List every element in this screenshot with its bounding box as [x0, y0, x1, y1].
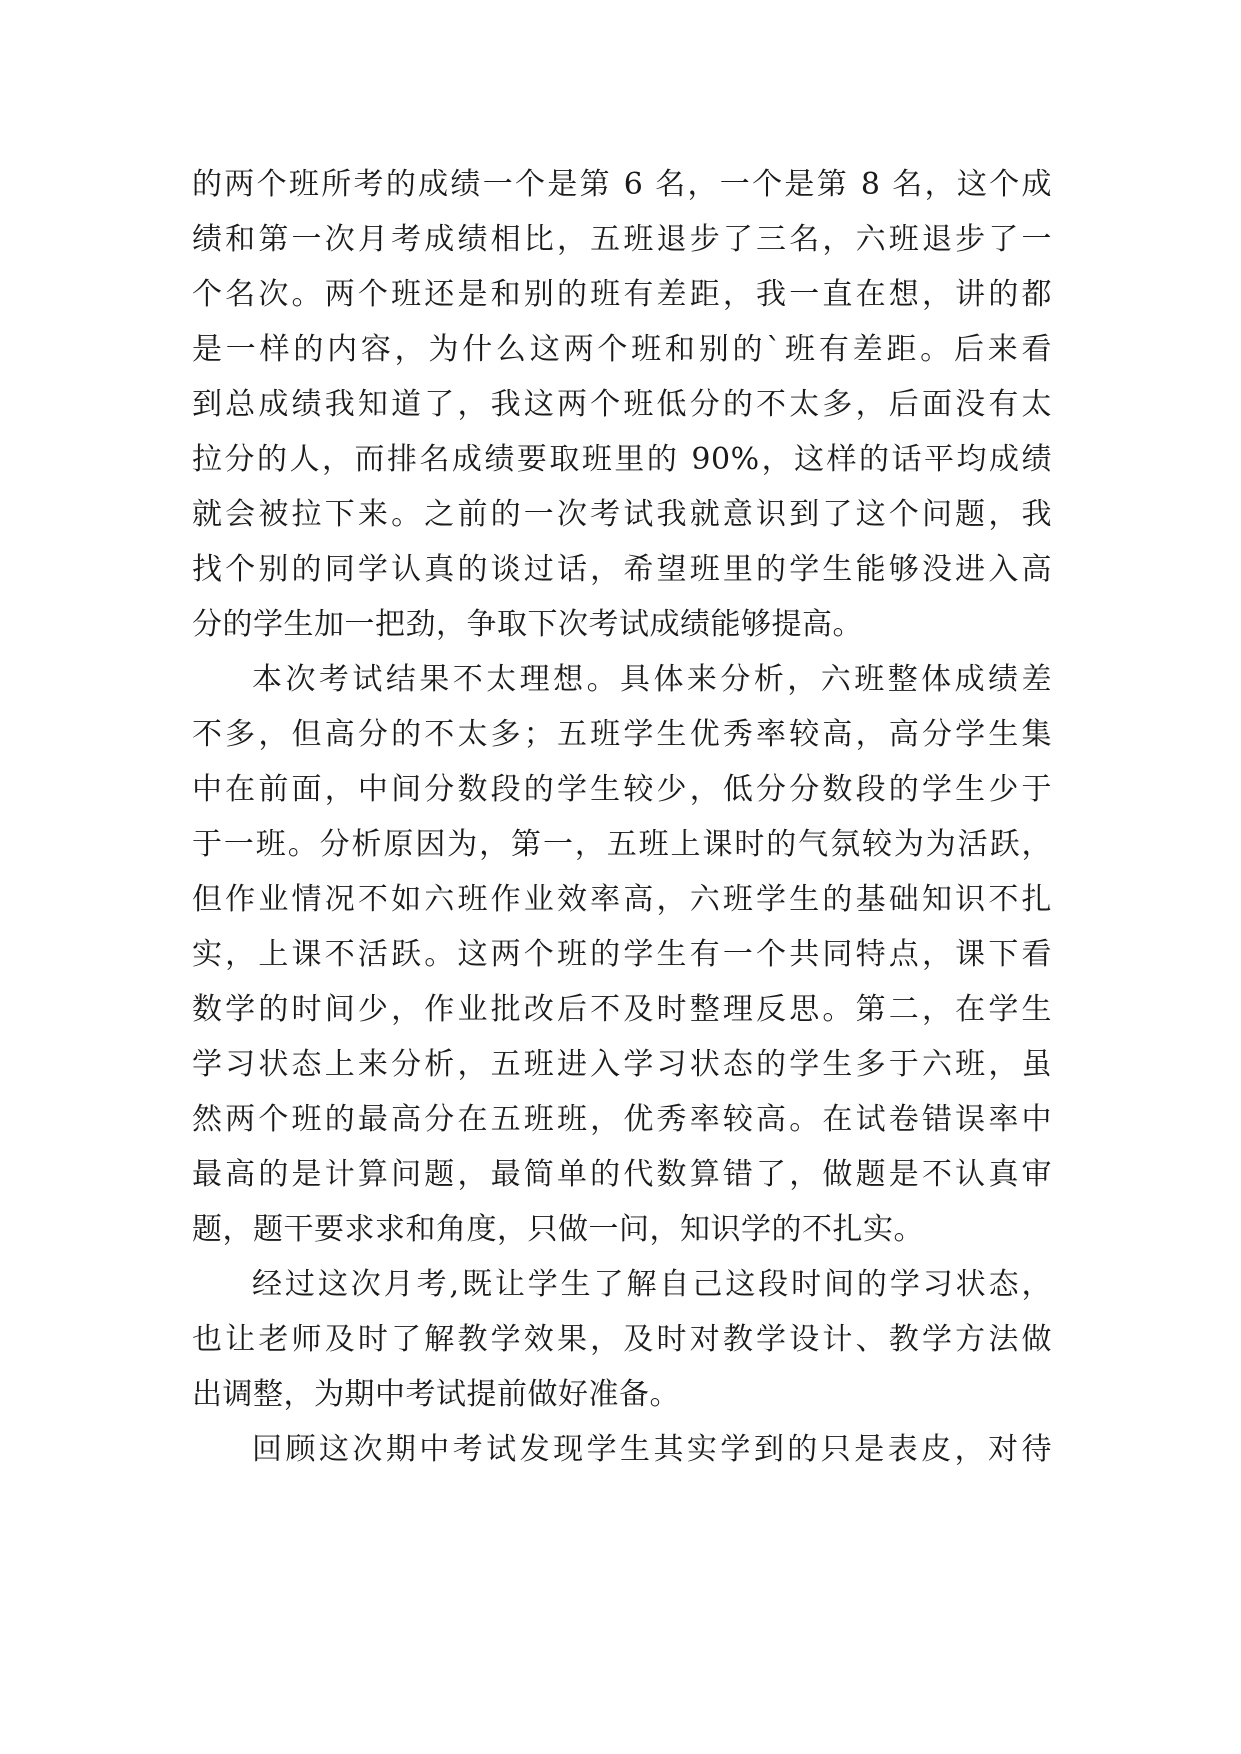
- text-line: 本次考试结果不太理想。具体来分析，六班整体成绩差: [252, 662, 1052, 697]
- text-line: 但作业情况不如六班作业效率高，六班学生的基础知识不扎: [192, 882, 1052, 917]
- text-line: 是一样的内容，为什么这两个班和别的`班有差距。后来看: [192, 332, 1052, 367]
- text-line: 数学的时间少，作业批改后不及时整理反思。第二，在学生: [192, 992, 1052, 1027]
- text-line: 到总成绩我知道了，我这两个班低分的不太多，后面没有太: [192, 387, 1052, 422]
- text-line: 找个别的同学认真的谈过话，希望班里的学生能够没进入高: [192, 552, 1052, 587]
- text-line: 出调整，为期中考试提前做好准备。: [192, 1377, 680, 1412]
- text-line: 经过这次月考,既让学生了解自己这段时间的学习状态，: [252, 1267, 1052, 1302]
- text-line: 分的学生加一把劲，争取下次考试成绩能够提高。: [192, 607, 863, 642]
- text-line: 最高的是计算问题，最简单的代数算错了，做题是不认真审: [192, 1157, 1052, 1192]
- text-line: 个名次。两个班还是和别的班有差距，我一直在想，讲的都: [192, 277, 1052, 312]
- text-line: 不多，但高分的不太多；五班学生优秀率较高，高分学生集: [192, 717, 1052, 752]
- text-line: 中在前面，中间分数段的学生较少，低分分数段的学生少于: [192, 772, 1052, 807]
- text-line: 题，题干要求求和角度，只做一问，知识学的不扎实。: [192, 1212, 924, 1247]
- text-line: 学习状态上来分析，五班进入学习状态的学生多于六班，虽: [192, 1047, 1052, 1082]
- text-line: 实，上课不活跃。这两个班的学生有一个共同特点，课下看: [192, 937, 1052, 972]
- text-line: 然两个班的最高分在五班班，优秀率较高。在试卷错误率中: [192, 1102, 1052, 1137]
- text-line: 于一班。分析原因为，第一，五班上课时的气氛较为为活跃，: [192, 827, 1052, 862]
- text-line: 拉分的人，而排名成绩要取班里的 90%，这样的话平均成绩: [192, 442, 1052, 477]
- document-body: [192, 157, 1052, 1477]
- text-line: 回顾这次期中考试发现学生其实学到的只是表皮，对待: [252, 1432, 1052, 1467]
- text-line: 就会被拉下来。之前的一次考试我就意识到了这个问题，我: [192, 497, 1052, 532]
- text-line: 绩和第一次月考成绩相比，五班退步了三名，六班退步了一: [192, 222, 1052, 257]
- text-line: 的两个班所考的成绩一个是第 6 名，一个是第 8 名，这个成: [192, 167, 1052, 202]
- text-line: 也让老师及时了解教学效果，及时对教学设计、教学方法做: [192, 1322, 1052, 1357]
